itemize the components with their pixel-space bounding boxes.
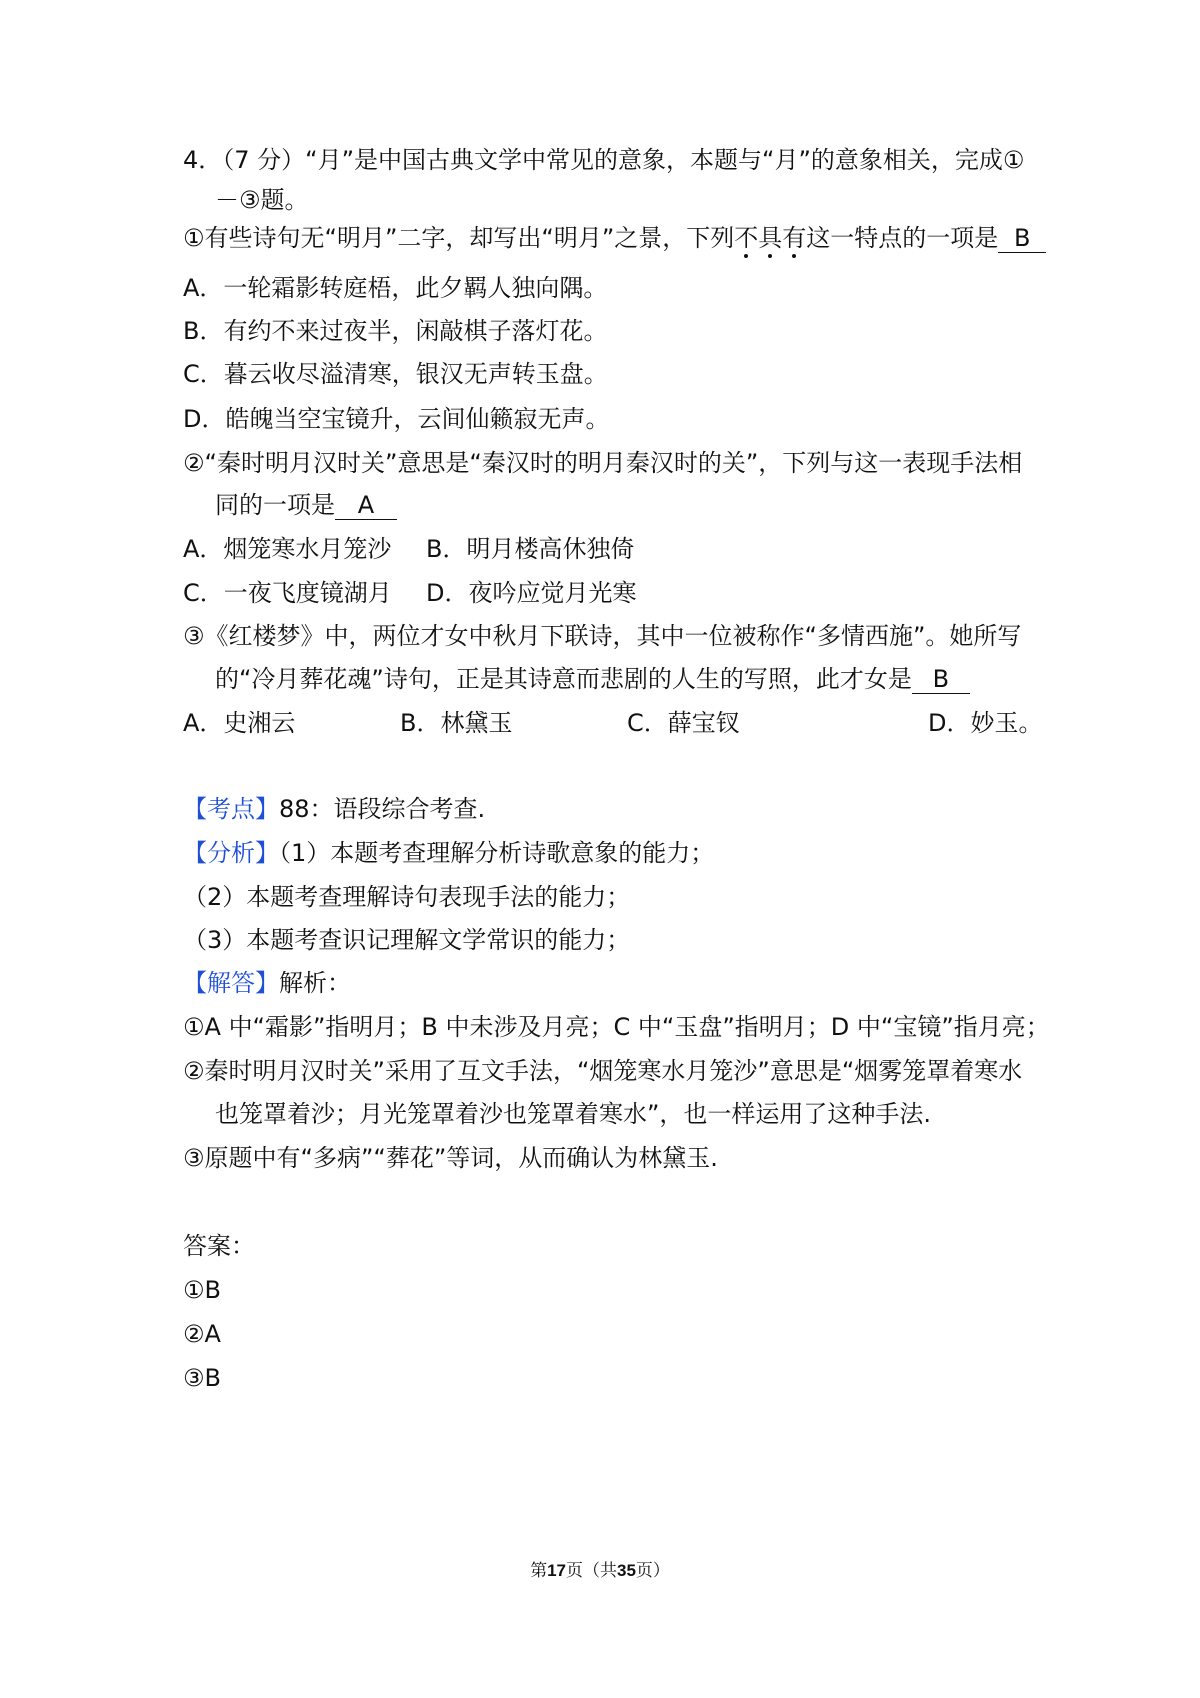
footer-suffix: 页）: [635, 1561, 670, 1581]
q3-option-d: D．妙玉。: [928, 709, 1043, 737]
q1-answer-blank: B: [998, 224, 1046, 253]
footer-page-number: 17: [547, 1561, 566, 1580]
q2-option-d: D．夜吟应觉月光寒: [426, 579, 637, 607]
q3-prompt-line1: ③《红楼梦》中，两位才女中秋月下联诗，其中一位被称作“多情西施”。她所写: [183, 622, 1022, 650]
q3-prompt-line2: [215, 662, 970, 696]
fenxi-line2: （2）本题考查理解诗句表现手法的能力；: [183, 883, 631, 911]
q3-answer-blank: B: [912, 665, 970, 694]
q3-option-b: B．林黛玉: [400, 709, 513, 737]
kaodian-line: [183, 792, 485, 826]
q2-prompt-line2: [215, 488, 397, 522]
q2-prompt-line1: ②“秦时明月汉时关”意思是“秦汉时的明月秦汉时的关”，下列与这一表现手法相: [183, 449, 1023, 477]
q1-option-a: A．一轮霜影转庭梧，此夕羁人独向隅。: [183, 274, 608, 302]
q3-option-a: A．史湘云: [183, 709, 296, 737]
q2-option-c: C．一夜飞度镜湖月: [183, 579, 392, 607]
explanation-2-line1: ②秦时明月汉时关”采用了互文手法，“烟笼寒水月笼沙”意思是“烟雾笼罩着寒水: [183, 1057, 1023, 1085]
q3-option-c: C．薛宝钗: [627, 709, 740, 737]
jieda-tag: 【解答】: [183, 969, 279, 997]
q1-option-d: D．皓魄当空宝镜升，云间仙籁寂无声。: [183, 405, 610, 433]
q1-option-c: C．暮云收尽溢清寒，银汉无声转玉盘。: [183, 360, 608, 388]
jieda-text: 解析：: [279, 969, 351, 997]
q1-emphasis-char: 具: [758, 224, 783, 252]
q2-prompt-text: 同的一项是: [215, 491, 335, 519]
answers-label: 答案：: [183, 1232, 255, 1260]
footer-middle: 页（共: [566, 1561, 617, 1581]
footer-total-pages: 35: [617, 1561, 636, 1580]
explanation-2-line2: 也笼罩着沙；月光笼罩着沙也笼罩着寒水”，也一样运用了这种手法.: [215, 1100, 932, 1128]
answer-1: ①B: [183, 1276, 221, 1304]
kaodian-tag: 【考点】: [183, 795, 279, 823]
fenxi-text: （1）本题考查理解分析诗歌意象的能力；: [279, 839, 715, 867]
question-stem-line1: 4．（7 分）“月”是中国古典文学中常见的意象，本题与“月”的意象相关，完成①: [183, 146, 1025, 174]
q1-emphasis-char: 不: [734, 224, 759, 252]
fenxi-line1: [183, 836, 714, 870]
q1-emphasis-char: 有: [782, 224, 807, 252]
q3-prompt-text: 的“冷月葬花魂”诗句，正是其诗意而悲剧的人生的写照，此才女是: [215, 665, 912, 693]
question-stem-line2: －③题。: [215, 186, 309, 214]
answer-2: ②A: [183, 1320, 221, 1348]
kaodian-text: 88：语段综合考查.: [279, 795, 486, 823]
footer-prefix: 第: [530, 1561, 548, 1581]
q2-option-a: A．烟笼寒水月笼沙: [183, 535, 392, 563]
q1-option-b: B．有约不来过夜半，闲敲棋子落灯花。: [183, 317, 608, 345]
explanation-3: ③原题中有“多病”“葬花”等词，从而确认为林黛玉.: [183, 1144, 718, 1172]
fenxi-line3: （3）本题考查识记理解文学常识的能力；: [183, 926, 631, 954]
q2-option-b: B．明月楼高休独倚: [426, 535, 635, 563]
page-footer: [0, 1556, 1200, 1581]
q1-prompt: [183, 221, 1046, 255]
jieda-line: [183, 966, 351, 1000]
q1-prompt-before: ①有些诗句无“明月”二字，却写出“明月”之景，下列: [183, 224, 735, 252]
explanation-1: ①A 中“霜影”指明月；B 中未涉及月亮；C 中“玉盘”指明月；D 中“宝镜”指月亮；: [183, 1013, 1050, 1041]
q2-answer-blank: A: [335, 491, 397, 520]
answer-3: ③B: [183, 1364, 221, 1392]
q1-prompt-after: 这一特点的一项是: [806, 224, 999, 252]
fenxi-tag: 【分析】: [183, 839, 279, 867]
